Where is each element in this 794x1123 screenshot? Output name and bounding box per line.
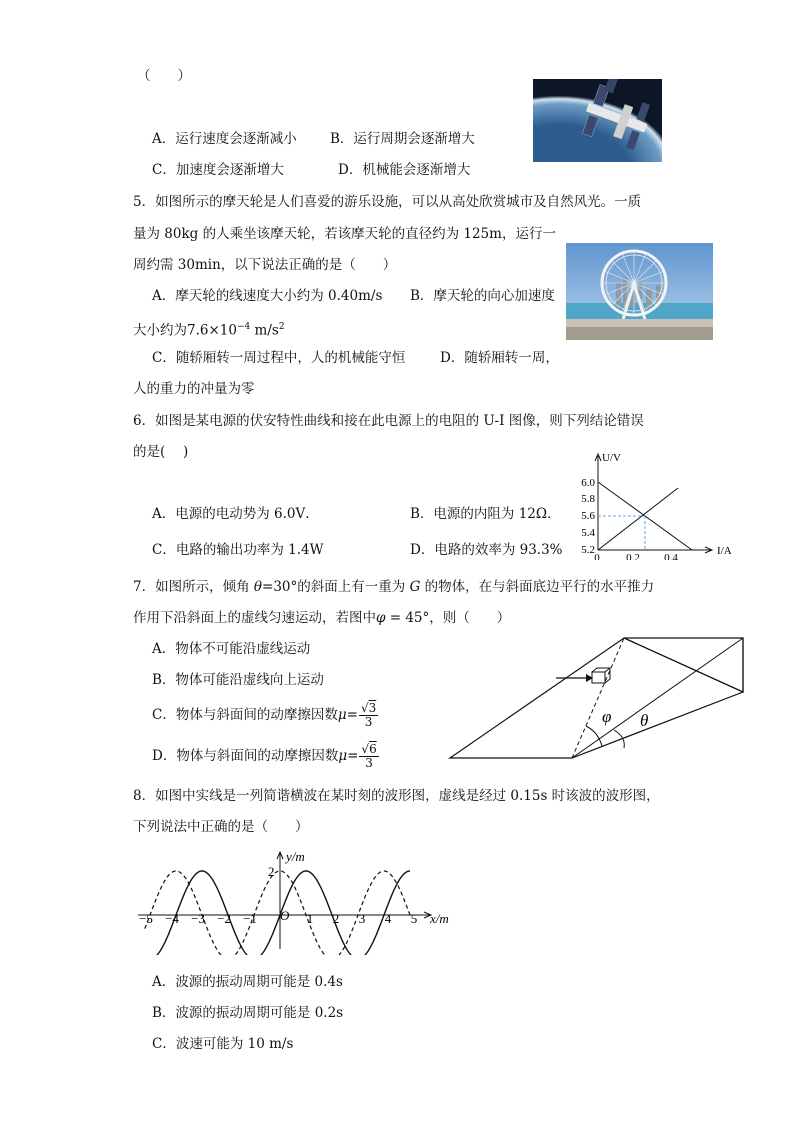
q6-option-d[interactable]: D．电路的效率为 93.3% xyxy=(410,542,563,558)
q5-option-b-cont xyxy=(133,318,285,340)
q7-rad: √ xyxy=(360,701,369,715)
q7-eq: = xyxy=(347,748,359,764)
q7-mu: μ xyxy=(337,707,347,723)
q7-incline-surface xyxy=(450,638,743,758)
q7-mu: μ xyxy=(338,748,348,764)
q8-xtick: −2 xyxy=(217,911,231,926)
q8-origin: O xyxy=(280,908,290,923)
q5-stem-line3: 周约需 30min，以下说法正确的是（ ） xyxy=(133,257,397,273)
q6-xtick: 0 xyxy=(594,552,600,560)
q7-phi: φ xyxy=(376,610,386,626)
q8-stem-line2: 下列说法中正确的是（ ） xyxy=(133,819,309,835)
q6-ytick: 5.2 xyxy=(581,544,595,556)
q7-stem-line1 xyxy=(133,578,654,596)
q8-solid-wave xyxy=(145,871,410,955)
q7-option-a[interactable]: A．物体不可能沿虚线运动 xyxy=(152,641,311,657)
q7-stem-part: =30°的斜面上有一重为 xyxy=(262,579,410,595)
ferris-wheel-image xyxy=(566,243,713,340)
q8-wave-graph xyxy=(130,845,460,955)
q8-xtick: −3 xyxy=(191,911,205,926)
q8-xtick: 4 xyxy=(384,911,392,926)
q8-option-a[interactable]: A．波源的振动周期可能是 0.4s xyxy=(152,974,343,990)
q4-option-a[interactable]: A．运行速度会逐渐减小 xyxy=(152,131,297,147)
q6-ui-graph xyxy=(572,448,742,560)
q7-stem-part: 7．如图所示，倾角 xyxy=(133,579,254,595)
q5-option-b-value: 大小约为7.6×10 xyxy=(133,322,237,339)
q7-fig-phi: φ xyxy=(602,707,612,726)
q6-resistor-line xyxy=(598,488,678,550)
q7-d-den: 3 xyxy=(365,756,373,770)
q8-xtick: 3 xyxy=(358,911,366,926)
q5-option-b[interactable]: B．摩天轮的向心加速度 xyxy=(410,288,555,304)
q7-option-d-text: D．物体与斜面间的动摩擦因数 xyxy=(152,748,339,764)
q7-option-c[interactable] xyxy=(152,700,378,730)
q5-stem-line1: 5．如图所示的摩天轮是人们喜爱的游乐设施，可以从高处欣赏城市及自然风光。一质 xyxy=(133,194,642,210)
q6-ylabel: U/V xyxy=(602,452,621,464)
q5-option-a[interactable]: A．摩天轮的线速度大小约为 0.40m/s xyxy=(152,288,383,304)
q7-option-d[interactable] xyxy=(152,741,379,771)
q7-stem-part: = 45°，则（ ） xyxy=(385,610,511,626)
q6-option-b[interactable]: B．电源的内阻为 12Ω． xyxy=(410,506,561,522)
space-station-image xyxy=(533,79,662,162)
q6-stem-line2: 的是( ) xyxy=(133,444,189,460)
q6-stem-line1: 6．如图是某电源的伏安特性曲线和接在此电源上的电阻的 U-I 图像，则下列结论错误 xyxy=(133,413,644,429)
q7-stem-line2 xyxy=(133,609,510,627)
q7-incline-top xyxy=(624,638,743,692)
q6-ytick: 5.4 xyxy=(581,527,595,539)
q6-ytick: 5.6 xyxy=(581,510,595,522)
q5-option-d[interactable]: D．随轿厢转一周， xyxy=(440,350,559,366)
q5-option-b-unit: m/s xyxy=(250,322,279,339)
q8-option-c[interactable]: C．波速可能为 10 m/s xyxy=(152,1036,294,1052)
q5-option-b-exp: −4 xyxy=(236,322,251,332)
q7-stem-part: 的物体，在与斜面底边平行的水平推力 xyxy=(420,579,655,595)
q8-dashed-wave xyxy=(145,871,410,955)
q7-block xyxy=(592,668,610,683)
q8-xtick: 2 xyxy=(332,911,340,926)
q4-stem-tail: （ ） xyxy=(137,68,191,84)
q7-option-c-fraction xyxy=(359,702,378,729)
q7-option-b[interactable]: B．物体可能沿虚线向上运动 xyxy=(152,672,324,688)
q6-ytick: 6.0 xyxy=(581,477,595,489)
q7-option-d-fraction xyxy=(359,743,378,770)
q6-option-a[interactable]: A．电源的电动势为 6.0V． xyxy=(152,506,319,522)
q4-option-b[interactable]: B．运行周期会逐渐增大 xyxy=(330,131,475,147)
q8-xlabel: x/m xyxy=(430,911,449,926)
q7-d-num: 6 xyxy=(369,742,377,756)
q8-xtick: −1 xyxy=(243,911,257,926)
q5-option-c[interactable]: C．随轿厢转一周过程中，人的机械能守恒 xyxy=(152,350,406,366)
q4-option-c[interactable]: C．加速度会逐渐增大 xyxy=(152,162,284,178)
q5-option-b-sq: 2 xyxy=(278,322,285,332)
q8-xtick: 1 xyxy=(306,911,314,926)
q6-option-c[interactable]: C．电路的输出功率为 1.4W xyxy=(152,542,324,558)
q8-ylabel: y/m xyxy=(286,849,305,864)
q6-xtick: 0.2 xyxy=(626,552,640,560)
q8-xtick: −4 xyxy=(165,911,179,926)
q7-eq: = xyxy=(346,707,358,723)
q8-xtick: 5 xyxy=(410,911,418,926)
q8-option-b[interactable]: B．波源的振动周期可能是 0.2s xyxy=(152,1005,344,1021)
q7-c-num: 3 xyxy=(368,701,377,715)
q4-option-d[interactable]: D．机械能会逐渐增大 xyxy=(338,162,471,178)
q8-stem-line1: 8．如图中实线是一列简谐横波在某时刻的波形图，虚线是经过 0.15s 时该波的波形图， xyxy=(133,788,660,804)
q6-ytick: 5.8 xyxy=(581,493,595,505)
q7-c-den: 3 xyxy=(364,715,373,729)
q6-xlabel: I/A xyxy=(717,545,732,557)
q7-fig-theta: θ xyxy=(640,711,649,730)
q7-rad: √ xyxy=(361,742,370,756)
q7-g: G xyxy=(409,579,421,595)
q7-stem-part: 作用下沿斜面上的虚线匀速运动，若图中 xyxy=(133,610,376,626)
q8-xtick: −5 xyxy=(139,911,153,926)
q5-stem-line2: 量为 80kg 的人乘坐该摩天轮，若该摩天轮的直径约为 125m，运行一 xyxy=(133,226,556,242)
q7-theta-arc xyxy=(614,730,624,748)
q7-theta: θ xyxy=(253,579,263,595)
q7-option-c-text: C．物体与斜面间的动摩擦因数 xyxy=(152,707,338,723)
q6-xtick: 0.4 xyxy=(664,552,678,560)
q5-option-d-cont: 人的重力的冲量为零 xyxy=(133,381,255,397)
q7-incline-figure xyxy=(446,634,750,762)
q8-amp-label: 2 xyxy=(268,864,275,879)
